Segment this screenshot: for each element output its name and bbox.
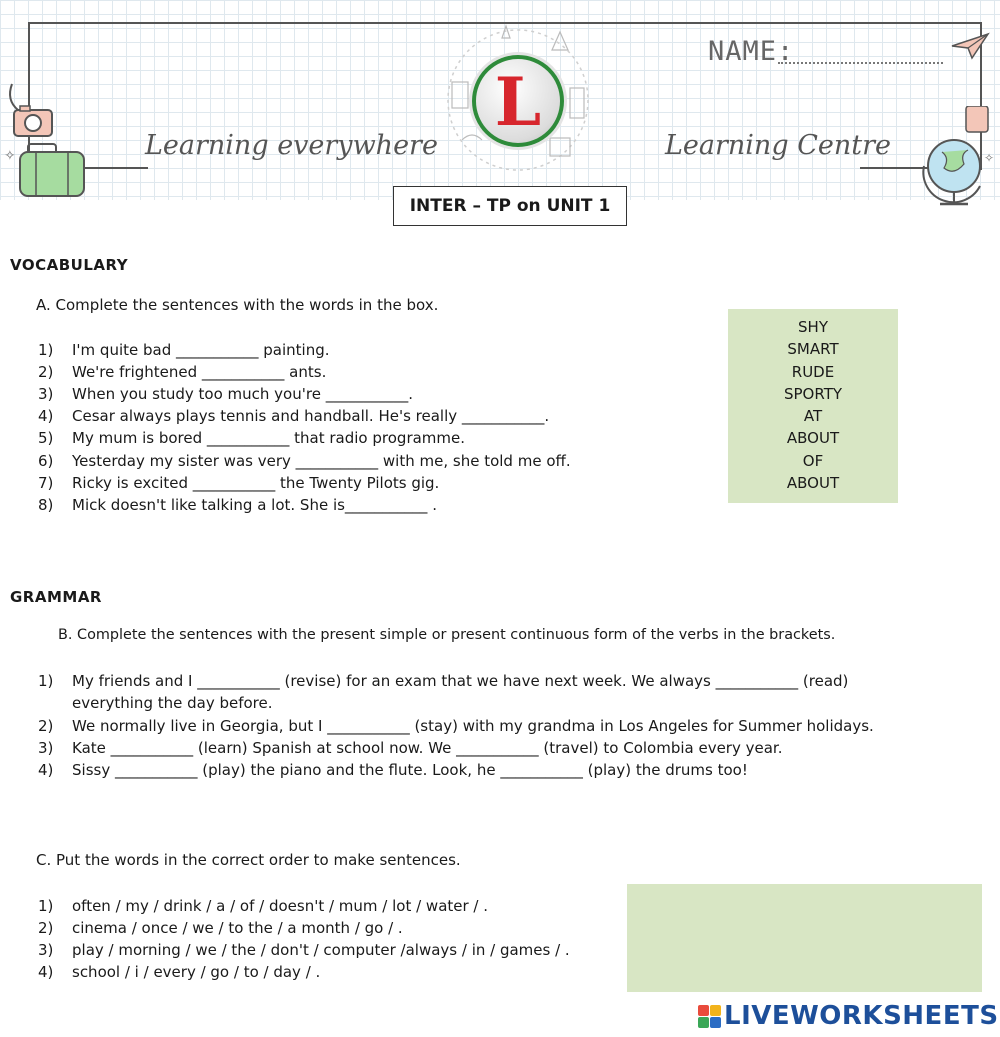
item-text: often / my / drink / a / of / doesn't / mum / lot / water / . xyxy=(72,897,489,915)
item-number: 1) xyxy=(38,341,54,359)
word-box-item: ABOUT xyxy=(786,429,840,448)
list-item xyxy=(38,405,549,427)
word-box-item: RUDE xyxy=(791,362,835,381)
liveworksheets-logo[interactable] xyxy=(698,1001,999,1031)
item-number: 2) xyxy=(38,919,54,937)
item-text[interactable]: My friends and I ___________ (revise) for an exam that we have next week. We always ___________ (read) xyxy=(72,672,849,690)
item-text[interactable]: My mum is bored ___________ that radio programme. xyxy=(72,429,466,447)
list-item xyxy=(38,961,320,983)
liveworksheets-brand: LIVEWORKSHEETS xyxy=(724,1001,999,1031)
item-text-continuation: everything the day before. xyxy=(72,694,273,712)
item-text[interactable]: Ricky is excited ___________ the Twenty Pilots gig. xyxy=(72,474,440,492)
item-number: 8) xyxy=(38,496,54,514)
item-number: 4) xyxy=(38,407,54,425)
item-number: 2) xyxy=(38,363,54,381)
list-item xyxy=(38,339,330,361)
item-number: 3) xyxy=(38,385,54,403)
grammar-heading: GRAMMAR xyxy=(10,588,102,606)
item-text[interactable]: When you study too much you're ___________. xyxy=(72,385,413,403)
worksheet-header xyxy=(0,0,1000,200)
brand-tagline-right: Learning Centre xyxy=(665,130,891,161)
list-item xyxy=(38,759,748,781)
item-number: 4) xyxy=(38,761,54,779)
list-item xyxy=(38,450,571,472)
item-text[interactable]: We normally live in Georgia, but I ___________ (stay) with my grandma in Los Angeles for Summer holidays. xyxy=(72,717,874,735)
list-item xyxy=(38,383,413,405)
camera-icon xyxy=(4,80,56,140)
list-item xyxy=(38,494,437,516)
learning-centre-logo xyxy=(472,55,564,147)
svg-text:✧: ✧ xyxy=(4,148,16,164)
item-number: 7) xyxy=(38,474,54,492)
item-number: 1) xyxy=(38,897,54,915)
item-text[interactable]: I'm quite bad ___________ painting. xyxy=(72,341,330,359)
word-box-item: ABOUT xyxy=(786,474,840,493)
list-item xyxy=(38,715,874,737)
item-number: 6) xyxy=(38,452,54,470)
item-text: school / i / every / go / to / day / . xyxy=(72,963,321,981)
item-number: 5) xyxy=(38,429,54,447)
svg-text:✧: ✧ xyxy=(984,151,995,165)
list-item xyxy=(38,737,782,759)
item-text[interactable]: Mick doesn't like talking a lot. She is___________ . xyxy=(72,496,437,514)
item-text[interactable]: Sissy ___________ (play) the piano and the flute. Look, he ___________ (play) the drums too! xyxy=(72,761,748,779)
vocabulary-instruction: A. Complete the sentences with the words in the box. xyxy=(36,296,439,314)
list-item xyxy=(38,939,570,961)
item-number: 4) xyxy=(38,963,54,981)
brand-tagline-left: Learning everywhere xyxy=(145,130,438,161)
list-item xyxy=(38,427,465,449)
item-number: 2) xyxy=(38,717,54,735)
suitcase-icon xyxy=(2,140,88,202)
answer-input-box[interactable] xyxy=(627,884,982,992)
item-text: play / morning / we / the / don't / computer /always / in / games / . xyxy=(72,941,570,959)
globe-icon xyxy=(914,106,998,210)
mark-square xyxy=(698,1017,709,1028)
logo-letter: L xyxy=(494,63,542,141)
mark-square xyxy=(698,1005,709,1016)
word-box-item: SMART xyxy=(787,340,839,359)
item-text: cinema / once / we / to the / a month / go / . xyxy=(72,919,403,937)
list-item xyxy=(38,472,439,494)
ordering-instruction: C. Put the words in the correct order to make sentences. xyxy=(36,851,461,869)
worksheet-title: INTER – TP on UNIT 1 xyxy=(393,186,627,226)
item-number: 1) xyxy=(38,672,54,690)
item-text[interactable]: Kate ___________ (learn) Spanish at school now. We ___________ (travel) to Colombia every year. xyxy=(72,739,783,757)
word-box-item: AT xyxy=(803,407,823,426)
word-box xyxy=(728,309,898,503)
paper-plane-icon xyxy=(950,32,990,60)
list-item xyxy=(38,895,488,917)
item-number: 3) xyxy=(38,941,54,959)
list-item xyxy=(38,917,403,939)
name-input-line[interactable] xyxy=(778,62,943,64)
grammar-instruction: B. Complete the sentences with the present simple or present continuous form of the verbs in the brackets. xyxy=(58,627,836,643)
vocabulary-heading: VOCABULARY xyxy=(10,256,129,274)
mark-square xyxy=(710,1005,721,1016)
name-label: NAME: xyxy=(708,36,795,67)
item-text[interactable]: Yesterday my sister was very ___________ with me, she told me off. xyxy=(72,452,571,470)
item-text[interactable]: We're frightened ___________ ants. xyxy=(72,363,327,381)
liveworksheets-mark-icon xyxy=(698,1005,721,1028)
mark-square xyxy=(710,1017,721,1028)
word-box-item: SHY xyxy=(798,318,828,336)
list-item xyxy=(38,670,848,714)
word-box-item: SPORTY xyxy=(783,384,843,403)
list-item xyxy=(38,361,326,383)
word-box-item: OF xyxy=(802,451,824,470)
item-number: 3) xyxy=(38,739,54,757)
item-text[interactable]: Cesar always plays tennis and handball. He's really ___________. xyxy=(72,407,550,425)
